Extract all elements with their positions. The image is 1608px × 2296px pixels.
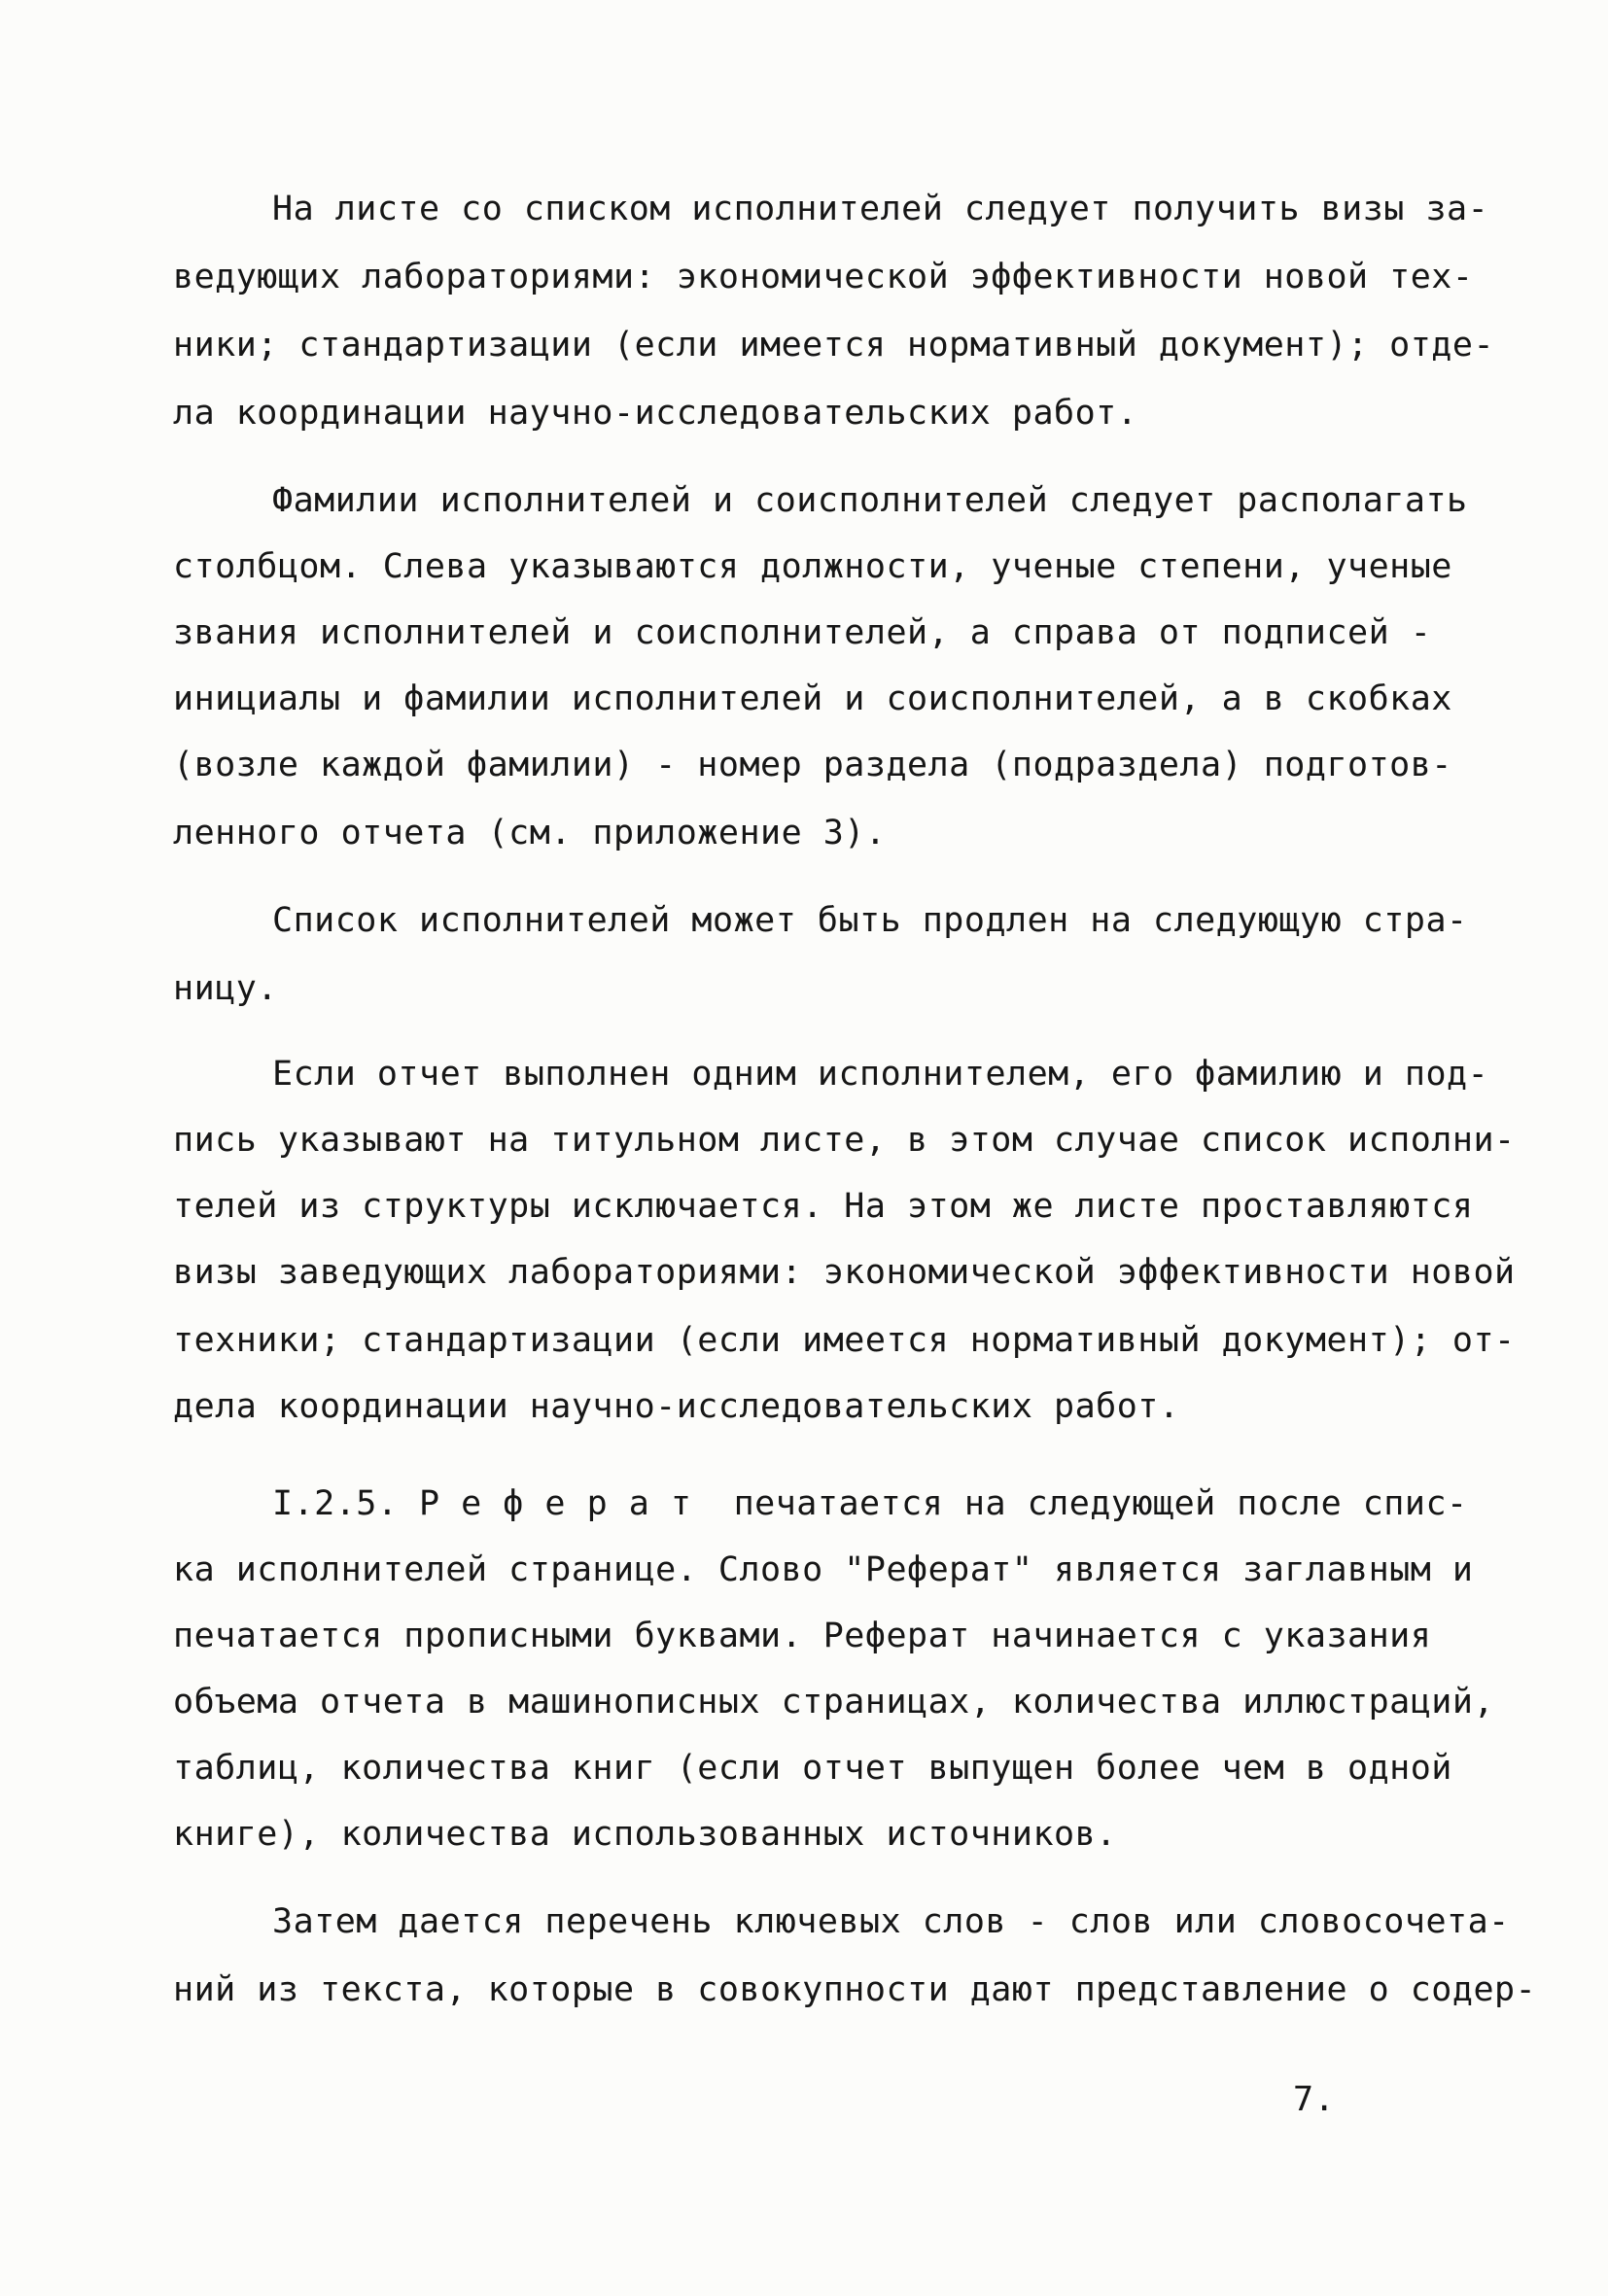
text-line: (возле каждой фамилии) - номер раздела (подраздела) подготов- [173, 746, 1452, 784]
text-line: инициалы и фамилии исполнителей и соисполнителей, а в скобках [173, 679, 1452, 718]
text-line: техники; стандартизации (если имеется нормативный документ); от- [173, 1321, 1516, 1360]
text-line: ленного отчета (см. приложение 3). [173, 814, 887, 852]
text-line: звания исполнителей и соисполнителей, а справа от подписей - [173, 613, 1432, 652]
text-line: визы заведующих лабораториями: экономической эффективности новой [173, 1253, 1516, 1292]
text-line: ники; стандартизации (если имеется нормативный документ); отде- [173, 326, 1495, 365]
text-line: таблиц, количества книг (если отчет выпущен более чем в одной [173, 1749, 1452, 1788]
text-line: объема отчета в машинописных страницах, количества иллюстраций, [173, 1683, 1495, 1722]
text-line: ведующих лабораториями: экономической эффективности новой тех- [173, 258, 1474, 296]
text-line: Список исполнителей может быть продлен на следующую стра- [272, 901, 1468, 940]
text-line: Если отчет выполнен одним исполнителем, его фамилию и под- [272, 1055, 1489, 1094]
text-line: ний из текста, которые в совокупности дают представление о содер- [173, 1970, 1537, 2009]
section-heading-line: I.2.5. Р е ф е р а т печатается на следующей после спис- [272, 1484, 1468, 1523]
text-line: ка исполнителей странице. Слово "Реферат" является заглавным и [173, 1550, 1474, 1589]
text-line: столбцом. Слева указываются должности, ученые степени, ученые [173, 547, 1452, 586]
text-line: ницу. [173, 969, 278, 1008]
text-line: телей из структуры исключается. На этом же листе проставляются [173, 1187, 1474, 1226]
text-line: пись указывают на титульном листе, в этом случае список исполни- [173, 1121, 1516, 1160]
text-line: ла координации научно-исследовательских работ. [173, 394, 1138, 433]
text-line: книге), количества использованных источников. [173, 1815, 1117, 1854]
text-line: Затем дается перечень ключевых слов - слов или словосочета- [272, 1902, 1510, 1941]
page-number: 7. [1293, 2080, 1336, 2119]
text-line: Фамилии исполнителей и соисполнителей следует располагать [272, 481, 1468, 520]
text-line: дела координации научно-исследовательских работ. [173, 1387, 1180, 1426]
text-line: На листе со списком исполнителей следует получить визы за- [272, 190, 1489, 228]
text-line: печатается прописными буквами. Реферат начинается с указания [173, 1617, 1432, 1655]
